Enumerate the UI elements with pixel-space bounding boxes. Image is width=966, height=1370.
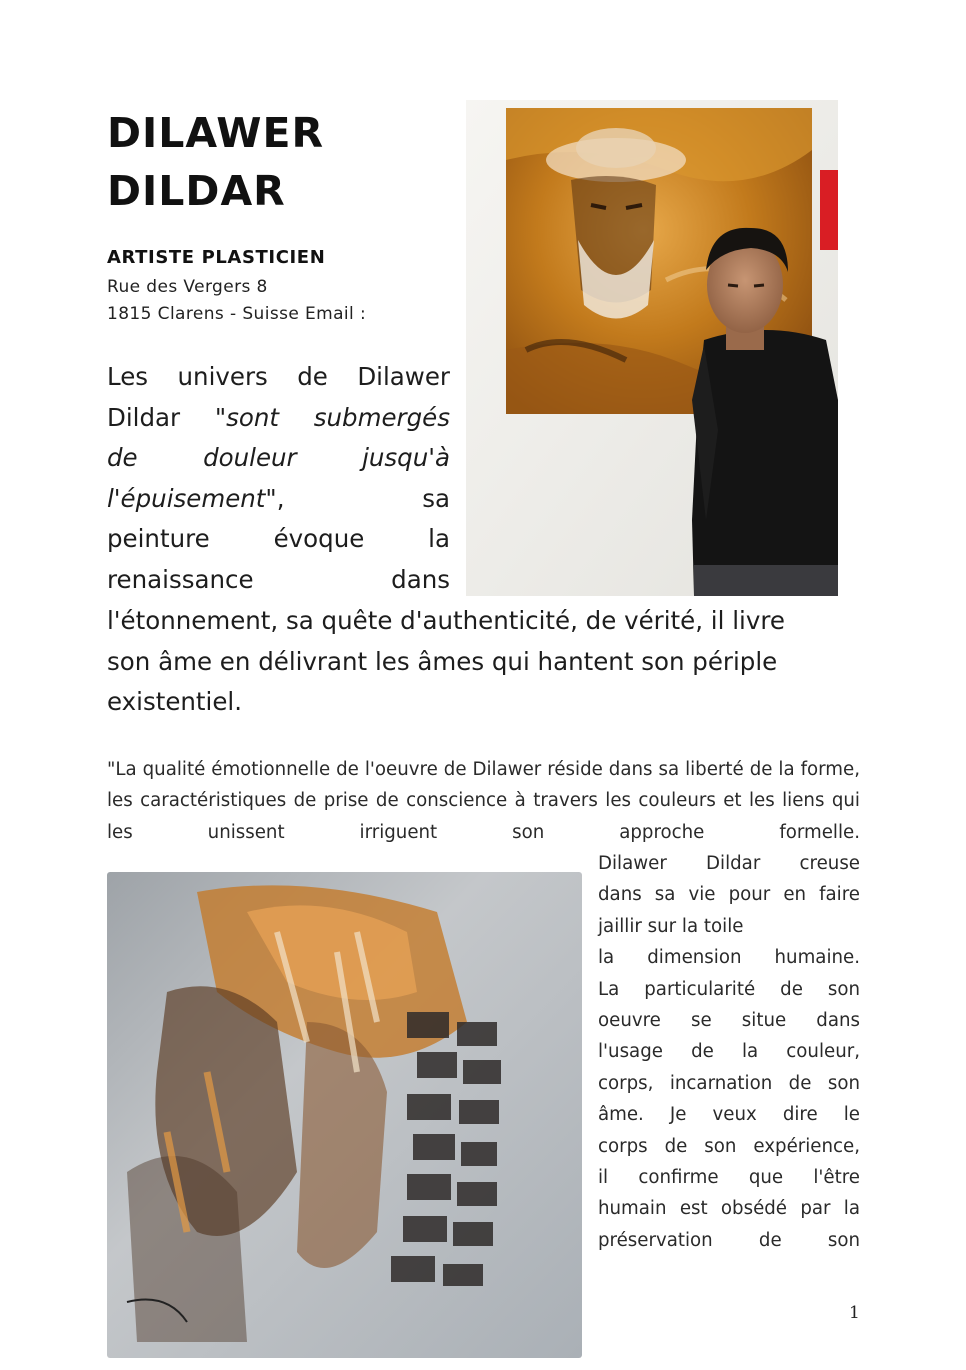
address-city-email: 1815 Clarens - Suisse Email :: [107, 304, 367, 324]
quote-paragraph: "La qualité émotionnelle de l'oeuvre de Dilawer réside dans sa liberté de la forme, les caractéristiques de prise de conscience à travers les couleurs et les liens qui les unissent irriguent son approche formelle.: [107, 759, 860, 843]
side-line: corps de son expérience,: [598, 1135, 860, 1157]
intro-paragraph: [107, 357, 450, 601]
artist-name-heading: [107, 104, 324, 220]
side-line: Dilawer Dildar creuse: [598, 853, 860, 874]
painting-image: [107, 872, 582, 1358]
intro-line: renaissance dans: [107, 564, 450, 594]
address-street: Rue des Vergers 8: [107, 277, 268, 297]
side-line: la dimension humaine.: [598, 947, 860, 969]
side-column-text: [598, 848, 860, 1256]
artist-role: ARTISTE PLASTICIEN: [107, 247, 326, 268]
intro-line: Dildar "sont submergés: [107, 402, 450, 432]
side-line: La particularité de son: [598, 978, 860, 1000]
side-line: corps, incarnation de son: [598, 1072, 860, 1094]
artist-name-line2: DILDAR: [107, 167, 286, 215]
side-line: oeuvre se situe dans: [598, 1010, 860, 1032]
intro-line: son âme en délivrant les âmes qui hantent son périple: [107, 646, 778, 676]
intro-line: peinture évoque la: [107, 524, 450, 554]
artist-photo: [466, 100, 838, 596]
intro-line: Les univers de Dilawer: [107, 362, 450, 391]
side-line: l'usage de la couleur,: [598, 1041, 860, 1063]
page-number: 1: [849, 1303, 860, 1323]
intro-line: existentiel.: [107, 687, 243, 717]
artist-name-line1: DILAWER: [107, 109, 325, 157]
intro-line: l'épuisement", sa: [107, 483, 450, 513]
side-line: jaillir sur la toile: [598, 915, 744, 937]
side-line: âme. Je veux dire le: [598, 1104, 860, 1126]
side-line: il confirme que l'être: [598, 1167, 860, 1189]
intro-paragraph-continued: [107, 601, 860, 723]
side-line: préservation de son: [598, 1229, 860, 1251]
intro-line: de douleur jusqu'à: [107, 443, 450, 473]
side-line: humain est obsédé par la: [598, 1198, 860, 1220]
intro-line: l'étonnement, sa quête d'authenticité, de vérité, il livre: [107, 606, 785, 635]
side-line: dans sa vie pour en faire: [598, 884, 860, 906]
